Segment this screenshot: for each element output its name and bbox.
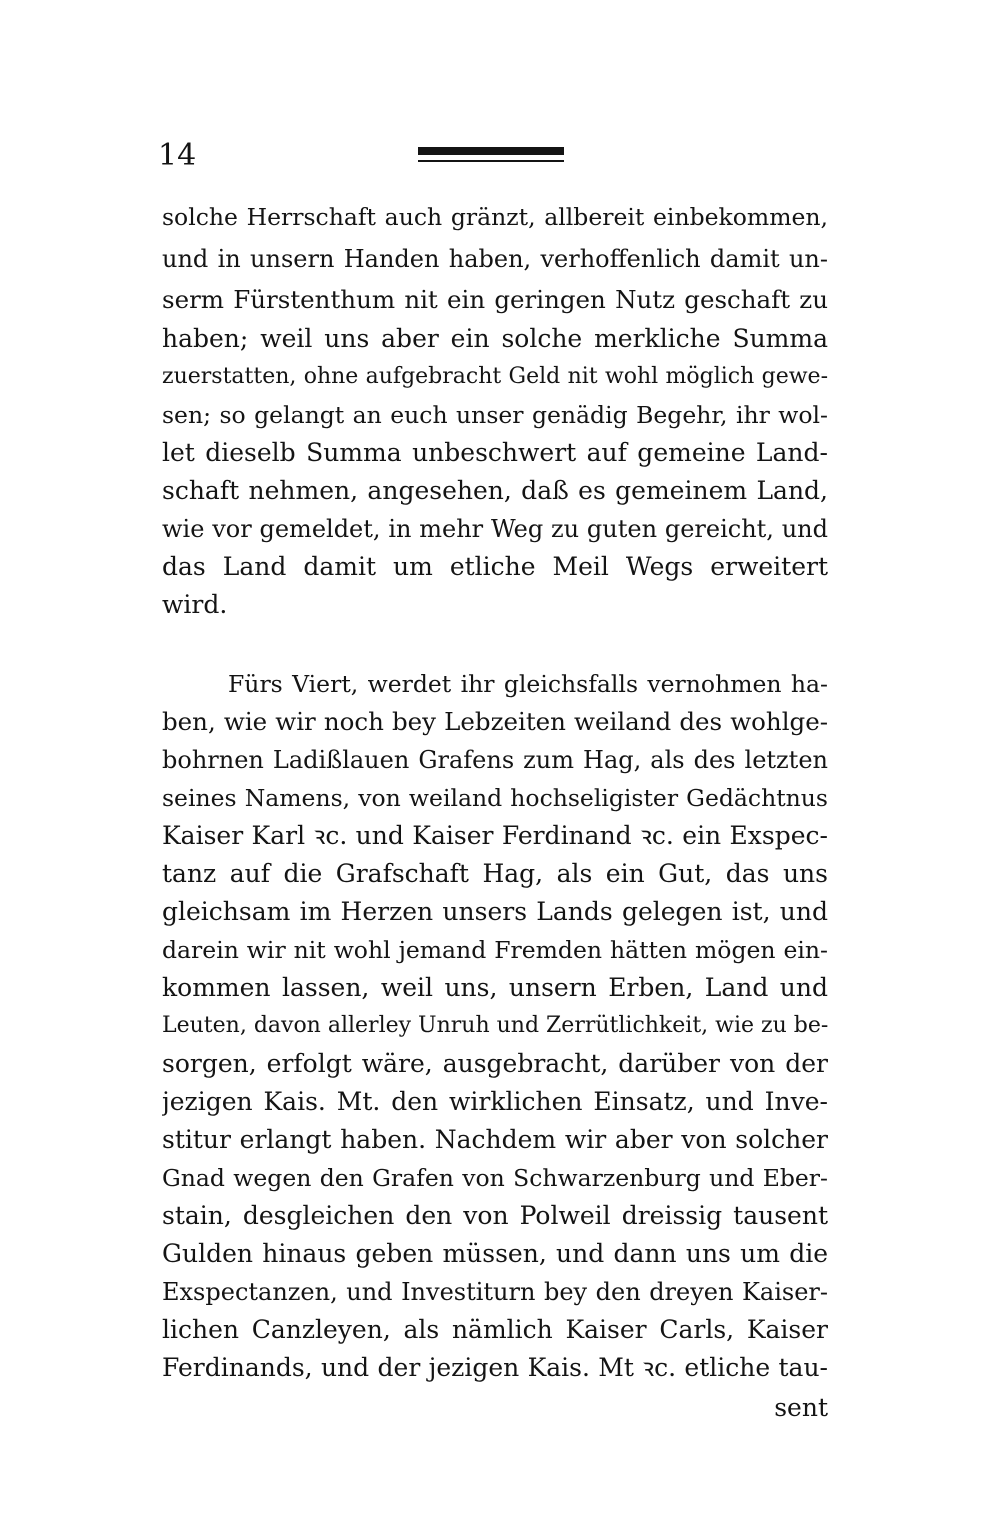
text-line: stain, desgleichen den von Polweil dreissig tausent bbox=[162, 1201, 828, 1230]
text-line: solche Herrschaft auch gränzt, allbereit einbekommen, bbox=[162, 203, 828, 231]
catchword: sent bbox=[774, 1393, 828, 1422]
text-line: lichen Canzleyen, als nämlich Kaiser Carls, Kaiser bbox=[162, 1315, 828, 1344]
text-line: stitur erlangt haben. Nachdem wir aber von solcher bbox=[162, 1125, 828, 1154]
text-line: serm Fürstenthum nit ein geringen Nutz geschaft zu bbox=[162, 285, 828, 314]
text-line: schaft nehmen, angesehen, daß es gemeinem Land, bbox=[162, 476, 828, 505]
text-line: wird. bbox=[162, 590, 228, 619]
text-line: tanz auf die Grafschaft Hag, als ein Gut, das uns bbox=[162, 859, 828, 888]
text-line: zuerstatten, ohne aufgebracht Geld nit wohl möglich gewe- bbox=[162, 364, 828, 389]
text-line: gleichsam im Herzen unsers Lands gelegen ist, und bbox=[162, 897, 828, 926]
text-line: let dieselb Summa unbeschwert auf gemeine Land- bbox=[162, 438, 828, 467]
text-line: sen; so gelangt an euch unser genädig Begehr, ihr wol- bbox=[162, 401, 828, 429]
text-line: Gnad wegen den Grafen von Schwarzenburg und Eber- bbox=[162, 1164, 828, 1192]
text-line: Exspectanzen, und Investiturn bey den dreyen Kaiser- bbox=[162, 1278, 828, 1306]
text-line: Ferdinands, und der jezigen Kais. Mt ꝛc. etliche tau- bbox=[162, 1353, 828, 1382]
text-line: darein wir nit wohl jemand Fremden hätten mögen ein- bbox=[162, 936, 828, 964]
page-number: 14 bbox=[158, 138, 197, 173]
text-line: sorgen, erfolgt wäre, ausgebracht, darüber von der bbox=[162, 1049, 828, 1078]
text-line: Fürs Viert, werdet ihr gleichsfalls vernohmen ha- bbox=[228, 670, 828, 698]
text-line: Gulden hinaus geben müssen, und dann uns um die bbox=[162, 1239, 828, 1268]
text-line: wie vor gemeldet, in mehr Weg zu guten gereicht, und bbox=[162, 515, 828, 543]
text-line: und in unsern Handen haben, verhoffenlich damit un- bbox=[162, 245, 828, 273]
text-line: Leuten, davon allerley Unruh und Zerrütlichkeit, wie zu be- bbox=[162, 1013, 828, 1038]
text-line: seines Namens, von weiland hochseligister Gedächtnus bbox=[162, 784, 828, 812]
text-line: ben, wie wir noch bey Lebzeiten weiland des wohlge- bbox=[162, 707, 828, 736]
text-line: das Land damit um etliche Meil Wegs erweitert bbox=[162, 552, 828, 581]
text-line: bohrnen Ladißlauen Grafens zum Hag, als des letzten bbox=[162, 746, 828, 774]
text-line: jezigen Kais. Mt. den wirklichen Einsatz, und Inve- bbox=[162, 1087, 828, 1116]
text-line: haben; weil uns aber ein solche merkliche Summa bbox=[162, 324, 828, 353]
text-line: Kaiser Karl ꝛc. und Kaiser Ferdinand ꝛc. ein Exspec- bbox=[162, 821, 828, 850]
text-line: kommen lassen, weil uns, unsern Erben, Land und bbox=[162, 973, 828, 1002]
header-rule bbox=[418, 147, 564, 162]
